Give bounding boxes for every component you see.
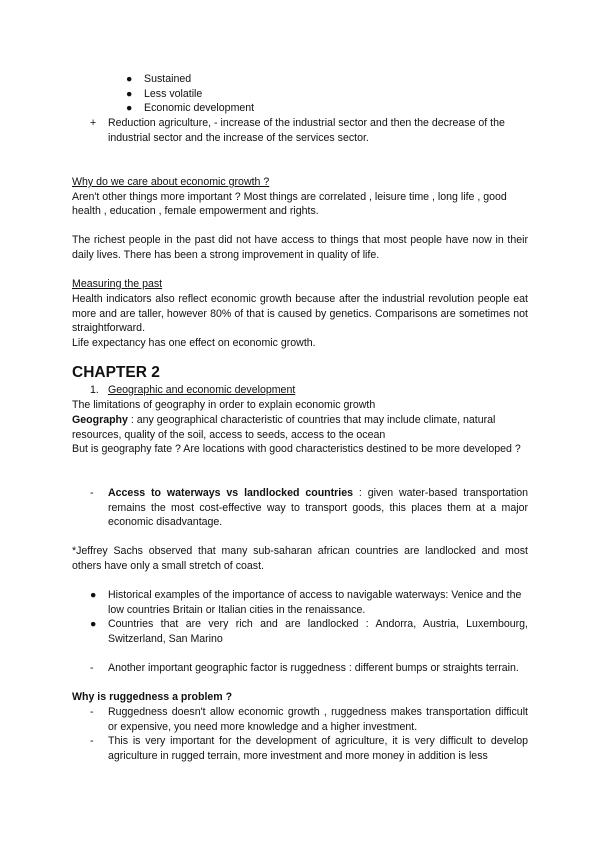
sub-bullet-item	[126, 101, 426, 116]
ruggedness-intro-text: Another important geographic factor is ruggedness : different bumps or straights terrain.	[108, 662, 519, 674]
bullet-dot: ●	[126, 73, 133, 85]
example-item	[90, 588, 528, 617]
sub-bullet-text: Less volatile	[144, 87, 203, 100]
waterways-paragraph	[90, 486, 528, 530]
example-text: Historical examples of the importance of access to navigable waterways: Venice and the low countries Britain or Italian cities in the renaissance.	[108, 589, 522, 616]
paragraph-measuring-1: Health indicators also reflect economic growth because after the industrial revolution people eat more and are taller, however 80% of that is caused by genetics. Comparisons are sometimes not straightforward.	[72, 293, 528, 335]
ruggedness-heading: Why is ruggedness a problem ?	[72, 691, 233, 703]
ruggedness-point-text: This is very important for the development of agriculture, it is very difficult to develop agriculture in rugged terrain, more investment and more money in addition is less	[108, 735, 528, 762]
chapter-title: CHAPTER 2	[72, 364, 160, 381]
reduction-text: Reduction agriculture, - increase of the industrial sector and then the decrease of the industrial sector and the increase of the services sector.	[108, 117, 505, 144]
dash-marker: -	[90, 487, 94, 499]
paragraph-why-2: The richest people in the past did not have access to things that most people have now in their daily lives. There has been a strong improvement in quality of life.	[72, 234, 528, 261]
geography-fate-question: But is geography fate ? Are locations with good characteristics destined to be more developed ?	[72, 443, 521, 455]
sub-bullet-text: Economic development	[144, 102, 255, 114]
section-heading-measuring: Measuring the past	[72, 278, 163, 290]
waterways-item	[90, 486, 528, 530]
sub-bullet-text: Sustained	[144, 73, 192, 85]
item-number: 1.	[90, 384, 99, 396]
bullet-dot: ●	[126, 87, 133, 100]
bullet-dot: ●	[90, 618, 97, 630]
sub-bullet-item	[126, 72, 426, 87]
limitations-text: The limitations of geography in order to explain economic growth	[72, 399, 376, 411]
bullet-dot: ●	[90, 589, 97, 601]
waterways-text: : given water-based transportation remains the most cost-effective way to transport goods, this places them at a major economic disadvantage.	[108, 487, 528, 529]
geography-term: Geography	[72, 414, 128, 426]
sachs-note: *Jeffrey Sachs observed that many sub-saharan african countries are landlocked and most others have only a small stretch of coast.	[72, 545, 528, 572]
ruggedness-point-text: Ruggedness doesn't allow economic growth , ruggedness makes transportation difficult or expensive, you need more knowledge and a higher investment.	[108, 706, 528, 733]
paragraph-measuring-2: Life expectancy has one effect on economic growth.	[72, 337, 316, 349]
dash-marker: -	[90, 662, 94, 674]
example-text: Countries that are very rich and are landlocked : Andorra, Austria, Luxembourg, Switzerland, San Marino	[108, 618, 528, 645]
waterways-term: Access to waterways vs landlocked countries	[108, 487, 354, 499]
paragraph-why-1: Aren't other things more important ? Most things are correlated , leisure time , long life , good health , education , female empowerment and rights.	[72, 190, 507, 218]
reduction-item	[90, 116, 530, 145]
ruggedness-point	[90, 705, 528, 734]
bullet-dot: ●	[126, 102, 133, 114]
plus-marker: +	[90, 117, 97, 129]
dash-marker: -	[90, 706, 94, 718]
geography-definition	[72, 413, 528, 442]
numbered-item	[90, 383, 490, 398]
sub-bullet-item	[126, 87, 426, 102]
geography-def-text: : any geographical characteristic of countries that may include climate, natural resources, quality of the soil, access to seeds, access to the ocean	[72, 414, 496, 441]
dash-marker: -	[90, 735, 94, 747]
ruggedness-point	[90, 734, 528, 763]
section-heading-why: Why do we care about economic growth ?	[72, 176, 270, 188]
example-item	[90, 617, 528, 646]
ruggedness-intro-item	[90, 661, 528, 676]
item-title: Geographic and economic development	[108, 384, 296, 396]
